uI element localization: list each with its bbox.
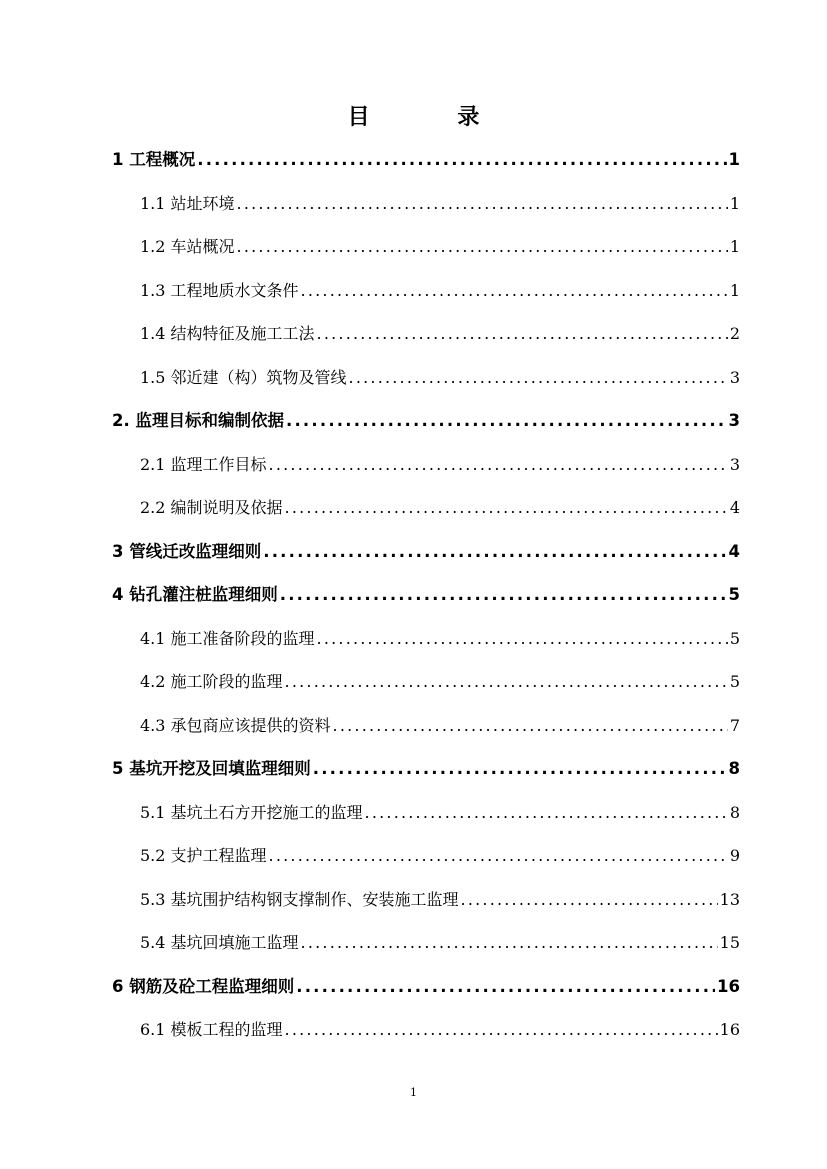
toc-entry-page-number: 5 (729, 672, 740, 691)
toc-entry-chapter[interactable] (112, 969, 740, 1013)
toc-entry-section[interactable] (112, 708, 740, 752)
toc-entry-page-number: 3 (729, 367, 740, 387)
toc-entry-label: 1.3 工程地质水文条件 (140, 280, 299, 300)
toc-entry-page-number: 2 (729, 324, 740, 343)
toc-entry-section[interactable] (112, 838, 740, 882)
toc-entry-page-number: 1 (728, 150, 740, 169)
toc-entry-page-number: 15 (719, 933, 740, 952)
dot-leader (285, 664, 728, 700)
dot-leader (280, 577, 727, 613)
toc-entry-section[interactable] (112, 882, 740, 926)
toc-entry-page-number: 5 (728, 585, 740, 604)
dot-leader (237, 186, 728, 222)
toc-entry-page-number: 3 (729, 454, 740, 474)
toc-entry-label: 6.1 模板工程的监理 (140, 1020, 283, 1039)
toc-entry-chapter[interactable] (112, 403, 740, 447)
toc-entry-section[interactable] (112, 664, 740, 708)
toc-entry-page-number: 8 (729, 802, 740, 822)
dot-leader (301, 273, 728, 309)
toc-entry-section[interactable] (112, 316, 740, 360)
toc-entry-label: 1.5 邻近建（构）筑物及管线 (140, 367, 347, 387)
page-number: 1 (410, 1086, 417, 1099)
toc-entry-label: 4.3 承包商应该提供的资料 (140, 715, 331, 735)
toc-entry-chapter[interactable] (112, 577, 740, 621)
dot-leader (269, 838, 728, 874)
dot-leader (313, 751, 727, 787)
toc-entry-section[interactable] (112, 273, 740, 317)
toc-entry-section[interactable] (112, 186, 740, 230)
toc-entry-label: 5.3 基坑围护结构钢支撑制作、安装施工监理 (140, 889, 459, 909)
dot-leader (197, 142, 726, 178)
toc-entry-label: 1.1 站址环境 (140, 193, 235, 213)
toc-entry-chapter[interactable] (112, 534, 740, 578)
toc-entry-label: 4 钻孔灌注桩监理细则 (112, 585, 278, 604)
toc-entry-section[interactable] (112, 447, 740, 491)
toc-entry-label: 2.2 编制说明及依据 (140, 498, 283, 517)
toc-entry-label: 5.4 基坑回填施工监理 (140, 933, 299, 952)
dot-leader (237, 229, 728, 265)
dot-leader (461, 882, 718, 918)
dot-leader (285, 1012, 718, 1048)
toc-entry-section[interactable] (112, 490, 740, 534)
dot-leader (317, 316, 728, 352)
toc-entry-label: 5 基坑开挖及回填监理细则 (112, 759, 311, 778)
toc-entry-label: 5.2 支护工程监理 (140, 846, 267, 865)
table-of-contents (112, 142, 740, 1056)
toc-entry-page-number: 5 (729, 628, 740, 648)
toc-entry-page-number: 8 (728, 759, 740, 778)
dot-leader (365, 795, 728, 831)
toc-entry-label: 1.2 车站概况 (140, 237, 235, 256)
toc-entry-page-number: 7 (729, 715, 740, 735)
dot-leader (269, 447, 728, 483)
toc-entry-label: 5.1 基坑土石方开挖施工的监理 (140, 802, 363, 822)
toc-entry-page-number: 16 (719, 1020, 740, 1039)
dot-leader (296, 969, 715, 1005)
toc-entry-section[interactable] (112, 1012, 740, 1056)
toc-entry-section[interactable] (112, 621, 740, 665)
toc-entry-label: 6 钢筋及砼工程监理细则 (112, 976, 295, 996)
dot-leader (317, 621, 728, 657)
dot-leader (263, 534, 726, 570)
toc-entry-page-number: 3 (728, 411, 740, 430)
dot-leader (286, 403, 727, 439)
toc-entry-section[interactable] (112, 925, 740, 969)
toc-entry-label: 4.2 施工阶段的监理 (140, 672, 283, 691)
toc-entry-page-number: 9 (729, 846, 740, 865)
toc-entry-section[interactable] (112, 360, 740, 404)
toc-entry-section[interactable] (112, 229, 740, 273)
toc-entry-page-number: 1 (729, 237, 740, 256)
toc-entry-label: 1.4 结构特征及施工工法 (140, 324, 315, 343)
toc-entry-label: 1 工程概况 (112, 150, 196, 169)
dot-leader (285, 490, 728, 526)
toc-entry-page-number: 13 (719, 889, 740, 909)
toc-entry-page-number: 16 (717, 976, 740, 996)
toc-title: 目 录 (347, 104, 520, 130)
dot-leader (349, 360, 728, 396)
toc-entry-page-number: 1 (729, 280, 740, 300)
toc-entry-page-number: 4 (729, 498, 740, 517)
dot-leader (301, 925, 718, 961)
toc-entry-label: 4.1 施工准备阶段的监理 (140, 628, 315, 648)
toc-entry-section[interactable] (112, 795, 740, 839)
toc-entry-chapter[interactable] (112, 751, 740, 795)
toc-entry-page-number: 1 (729, 193, 740, 213)
toc-entry-label: 2.1 监理工作目标 (140, 454, 267, 474)
dot-leader (333, 708, 728, 744)
toc-entry-label: 2. 监理目标和编制依据 (112, 411, 284, 430)
toc-entry-page-number: 4 (728, 541, 740, 561)
toc-entry-chapter[interactable] (112, 142, 740, 186)
toc-entry-label: 3 管线迁改监理细则 (112, 541, 262, 561)
